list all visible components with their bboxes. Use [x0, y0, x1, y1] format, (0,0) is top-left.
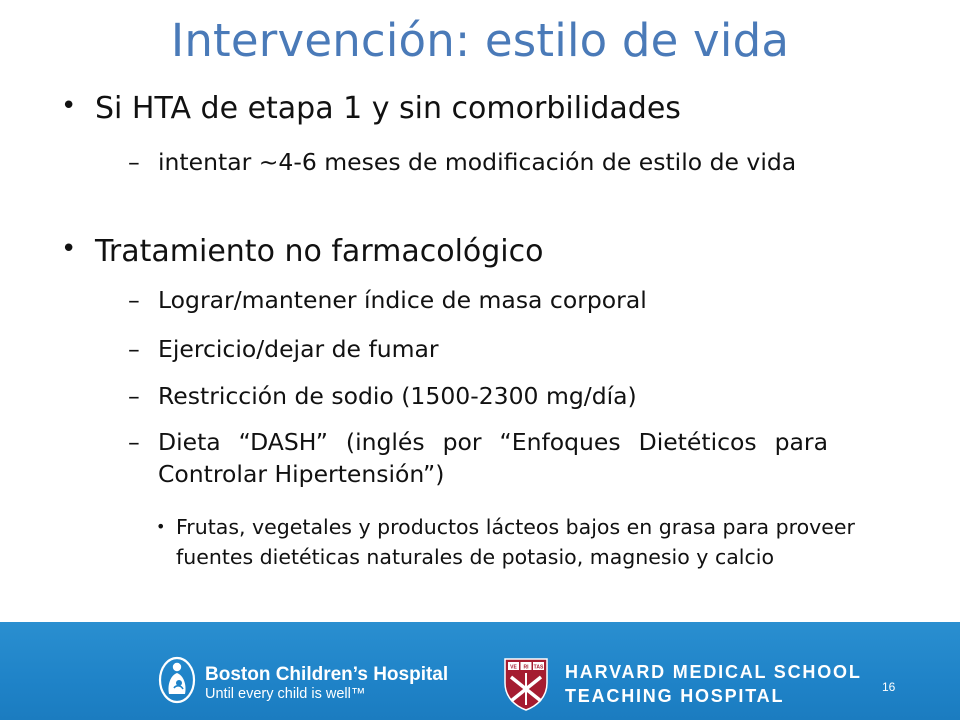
bullet-dot-icon: •	[61, 91, 77, 121]
shield-letters-1: VE	[510, 664, 517, 671]
bullet-item	[61, 234, 544, 269]
hms-line-1: HARVARD MEDICAL SCHOOL	[565, 662, 862, 682]
bullet-text: Si HTA de etapa 1 y sin comorbilidades	[95, 91, 681, 126]
slide-title: Intervención: estilo de vida	[170, 14, 790, 67]
sub-bullet-text: intentar ~4-6 meses de modificación de estilo de vida	[158, 148, 797, 176]
sub-sub-bullet-item	[156, 512, 856, 572]
shield-letters-3: TAS	[533, 664, 544, 671]
dash-icon: –	[128, 335, 140, 363]
hms-line-2: TEACHING HOSPITAL	[565, 686, 785, 706]
sub-bullet-item	[128, 380, 828, 412]
bullet-dot-icon: •	[156, 517, 166, 536]
sub-bullet-text: Lograr/mantener índice de masa corporal	[158, 286, 647, 314]
sub-bullet-text: Restricción de sodio (1500-2300 mg/día)	[158, 382, 637, 410]
dash-icon: –	[128, 148, 140, 176]
dash-icon: –	[128, 428, 140, 456]
sub-bullet-item	[128, 284, 828, 316]
sub-bullet-text: Ejercicio/dejar de fumar	[158, 335, 439, 363]
sub-bullet-item	[128, 426, 828, 490]
bullet-text: Tratamiento no farmacológico	[95, 234, 544, 269]
shield-letters-2: RI	[523, 664, 529, 671]
bch-tagline: Until every child is well™	[205, 686, 366, 702]
sub-bullet-item	[128, 333, 828, 365]
sub-bullet-text: Dieta “DASH” (inglés por “Enfoques Dietéticos para Controlar Hipertensión”)	[158, 428, 828, 488]
sub-sub-bullet-text: Frutas, vegetales y productos lácteos bajos en grasa para proveer fuentes dietéticas naturales de potasio, magnesio y calcio	[176, 515, 855, 569]
harvard-shield-icon	[503, 657, 549, 711]
bullet-item	[61, 91, 681, 126]
boston-childrens-logo-icon	[158, 656, 196, 704]
dash-icon: –	[128, 382, 140, 410]
bch-name: Boston Children’s Hospital	[205, 664, 449, 685]
page-number: 16	[882, 680, 896, 694]
dash-icon: –	[128, 286, 140, 314]
bullet-dot-icon: •	[61, 234, 77, 264]
sub-bullet-item	[128, 146, 828, 178]
